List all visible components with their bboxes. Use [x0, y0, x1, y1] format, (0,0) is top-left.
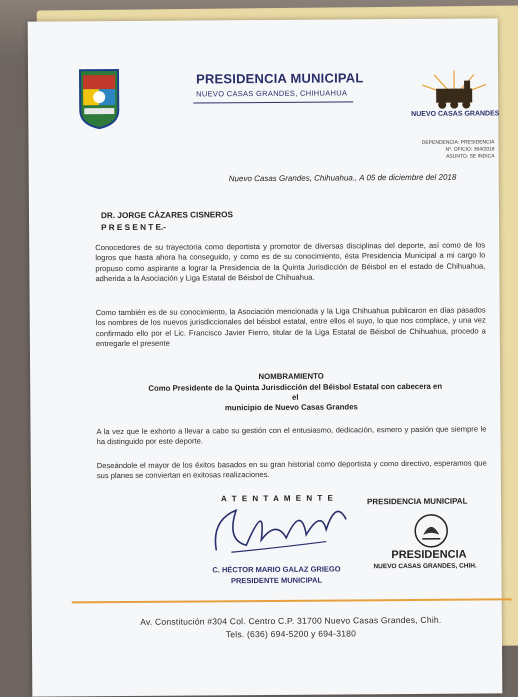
- stamp-main: PRESIDENCIA: [391, 549, 466, 562]
- emblem-caption: NUEVO CASAS GRANDES: [406, 110, 504, 118]
- recipient-name: DR. JORGE CÀZARES CISNEROS: [101, 210, 233, 220]
- salutation: P R E S E N T E.-: [101, 223, 166, 232]
- letterhead-title: PRESIDENCIA MUNICIPAL: [196, 70, 364, 86]
- body-paragraph-1: Conocedores de su trayectoria como deportista y promotor de diversas disciplinas del deporte, así como de los logros que hasta ahora ha conseguido, y como es de su conocimiento, ésta Presidencia Municipal a mi cargo lo propuso como aspirante a lograr la Presidencia de la Quinta Jurisdicción de Béisbol en el estado de Chihuahua, adherida a la Asociación y Liga Estatal de Béisbol de Chihuahua.: [95, 240, 485, 284]
- stamp-place: NUEVO CASAS GRANDES, CHIH.: [373, 563, 476, 571]
- footer-phones: Tels. (636) 694-5200 y 694-3180: [76, 627, 506, 640]
- closing-paragraph-1: A la vez que le exhorto a llevar a cabo su gestión con el entusiasmo, dedicación, esmero y pasión que siempre le ha distinguido por este deporte.: [96, 424, 486, 447]
- ref-oficio: Nº. OFICIO: 364/2018: [415, 146, 495, 153]
- handwritten-signature: [206, 489, 357, 570]
- nombramiento-heading: NOMBRAMIENTO: [96, 370, 486, 382]
- letterhead-rule: [193, 101, 353, 103]
- signer-role: PRESIDENTE MUNICIPAL: [202, 575, 352, 585]
- body-paragraph-2: Como también es de su conocimiento, la Asociación mencionada y la Liga Chihuahua publicaron en días pasados los nombres de los nuevos jurisdiccionales del béisbol estatal, entre ellos el suyo, lo que nos complace, y una vez confirmado ello por el Lic. Francisco Javier Fierro, titular de la Liga Estatal de Béisbol de Chihuahua, procedo a entregarle el presente: [96, 305, 486, 349]
- ref-dependencia: DEPENDENCIA: PRESIDENCIA: [414, 139, 494, 146]
- nombramiento-line-2: municipio de Nuevo Casas Grandes: [96, 401, 486, 413]
- footer-address: Av. Constitución #304 Col. Centro C.P. 31700 Nuevo Casas Grandes, Chih.: [76, 614, 506, 627]
- footer-rule: [72, 598, 512, 603]
- letter-page: [28, 18, 503, 696]
- nombramiento-line-1: Como Presidente de la Quinta Jurisdicción del Béisbol Estatal con cabecera en el: [145, 382, 445, 404]
- municipal-shield-logo: [78, 66, 120, 130]
- atentamente: A T E N T A M E N T E: [221, 494, 334, 504]
- national-eagle-seal-icon: [413, 513, 449, 549]
- ref-asunto: ASUNTO: SE INDICA: [415, 153, 495, 160]
- letterhead-subtitle: NUEVO CASAS GRANDES, CHIHUAHUA: [196, 88, 347, 98]
- shield-caption: Nuevo Casas Grandes: [78, 65, 120, 69]
- closing-paragraph-2: Deseándole el mayor de los éxitos basados en su gran historial como deportista y como directivo, esperamos que sus planes se conviertan en exitosas realizaciones.: [97, 458, 487, 481]
- signer-name: C. HÉCTOR MARIO GALAZ GRIEGO: [201, 564, 351, 574]
- stamp-header: PRESIDENCIA MUNICIPAL: [367, 497, 468, 507]
- date-line: Nuevo Casas Grandes, Chihuahua., A 05 de diciembre del 2018: [229, 173, 457, 184]
